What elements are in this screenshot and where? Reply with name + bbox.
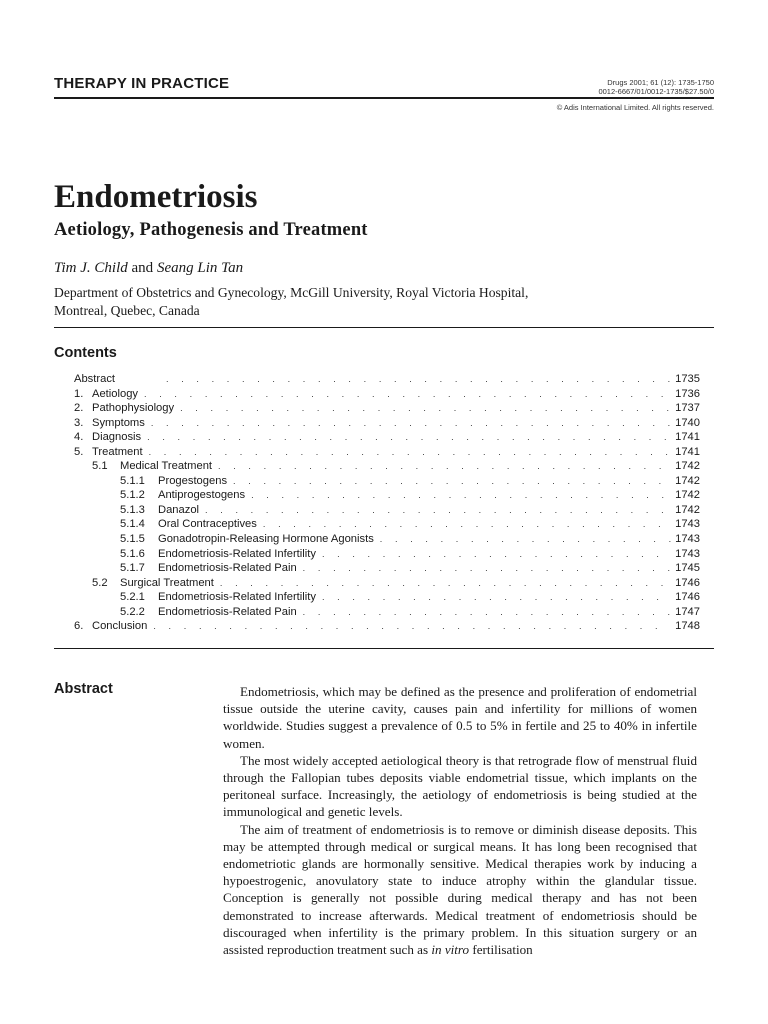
toc-page-number: 1747 — [675, 605, 700, 618]
toc-number: 6. — [74, 620, 84, 633]
toc-label: Diagnosis — [92, 431, 142, 444]
toc-leader-dots — [153, 619, 671, 634]
citation-code: 0012-6667/01/0012-1735/$27.50/0 — [598, 87, 714, 96]
toc-leader-dots — [205, 503, 671, 518]
toc-page-number: 1740 — [675, 416, 700, 429]
affiliation — [54, 284, 614, 319]
toc-entry[interactable] — [74, 576, 700, 591]
running-head: THERAPY IN PRACTICE — [54, 75, 230, 92]
toc-label: Abstract — [74, 373, 116, 385]
toc-label: Progestogens — [158, 474, 228, 487]
toc-number: 5.2.1 — [120, 591, 145, 604]
article-subtitle: Aetiology, Pathogenesis and Treatment — [54, 220, 368, 240]
toc-leader-dots — [166, 372, 671, 387]
toc-leader-dots — [180, 401, 671, 416]
toc-leader-dots — [303, 561, 671, 576]
toc-entry[interactable] — [74, 445, 700, 460]
toc-label: Symptoms — [92, 416, 145, 429]
toc-label: Endometriosis-Related Pain — [158, 605, 297, 618]
toc-page-number: 1746 — [675, 576, 700, 589]
toc-entry[interactable] — [74, 561, 700, 576]
toc-label: Aetiology — [92, 387, 139, 400]
toc-entry[interactable] — [74, 474, 700, 489]
author-conjunction: and — [127, 260, 157, 276]
toc-entry[interactable] — [74, 401, 700, 416]
toc-label: Endometriosis-Related Infertility — [158, 547, 316, 560]
toc-entry[interactable] — [74, 590, 700, 605]
toc-number: 5.1.1 — [120, 474, 145, 487]
toc-label: Endometriosis-Related Pain — [158, 562, 297, 575]
toc-page-number: 1748 — [675, 620, 700, 633]
toc-number: 5. — [74, 445, 84, 458]
toc-leader-dots — [151, 416, 671, 431]
toc-page-number: 1743 — [675, 533, 700, 546]
toc-entry[interactable] — [74, 517, 700, 532]
abstract-body — [223, 683, 697, 958]
author-line — [54, 258, 243, 278]
toc-number: 4. — [74, 431, 84, 444]
toc-page-number: 1735 — [675, 373, 700, 385]
table-of-contents — [74, 372, 700, 634]
citation-block — [598, 78, 714, 96]
toc-leader-dots — [233, 474, 671, 489]
author-name: Tim J. Child — [54, 260, 128, 276]
toc-leader-dots — [144, 387, 671, 402]
toc-entry[interactable] — [74, 488, 700, 503]
toc-number: 5.1 — [92, 460, 108, 473]
toc-number: 5.1.3 — [120, 503, 145, 516]
toc-label: Oral Contraceptives — [158, 518, 257, 531]
abstract-text: The aim of treatment of endometriosis is to remove or diminish disease deposits. This may be attempted through medical or surgical means. It has long been recognised that endometriotic glands are hormonally sensitive. Medical therapies work by inducing a hypoestrogenic, anovulatory state to induce atrophy within the glandular tissue. Conception is generally not possible during medical therapy and has not been demonstrated to increase afterwards. Medical treatment of endometriosis should be discouraged when infertility is the primary problem. In this situation surgery or an assisted reproduction treatment such as — [223, 821, 697, 958]
toc-entry[interactable] — [74, 503, 700, 518]
toc-entry[interactable] — [74, 430, 700, 445]
abstract-italic-term: in vitro — [431, 942, 470, 958]
toc-entry[interactable] — [74, 605, 700, 620]
toc-number: 2. — [74, 402, 84, 415]
citation-journal: Drugs 2001; 61 (12): 1735-1750 — [607, 78, 714, 87]
toc-leader-dots — [251, 488, 671, 503]
toc-entry[interactable] — [74, 416, 700, 431]
toc-number: 3. — [74, 416, 84, 429]
toc-page-number: 1742 — [675, 474, 700, 487]
toc-leader-dots — [147, 430, 671, 445]
toc-leader-dots — [380, 532, 671, 547]
section-divider — [54, 648, 714, 649]
toc-label: Gonadotropin-Releasing Hormone Agonists — [158, 533, 374, 546]
toc-page-number: 1741 — [675, 431, 700, 444]
abstract-paragraph — [223, 821, 697, 959]
toc-leader-dots — [218, 459, 671, 474]
toc-page-number: 1746 — [675, 591, 700, 604]
toc-page-number: 1742 — [675, 503, 700, 516]
article-title: Endometriosis — [54, 179, 258, 215]
toc-leader-dots — [220, 576, 671, 591]
toc-label: Surgical Treatment — [120, 576, 214, 589]
toc-label: Treatment — [92, 445, 143, 458]
toc-page-number: 1745 — [675, 562, 700, 575]
toc-number: 5.1.4 — [120, 518, 145, 531]
toc-page-number: 1736 — [675, 387, 700, 400]
toc-page-number: 1743 — [675, 547, 700, 560]
abstract-heading: Abstract — [54, 681, 113, 697]
toc-number: 5.1.5 — [120, 533, 145, 546]
toc-label: Pathophysiology — [92, 402, 175, 415]
toc-leader-dots — [303, 605, 671, 620]
toc-entry[interactable] — [74, 387, 700, 402]
affiliation-line: Department of Obstetrics and Gynecology, McGill University, Royal Victoria Hospital, — [54, 285, 529, 300]
toc-entry[interactable] — [74, 372, 700, 387]
abstract-paragraph: Endometriosis, which may be defined as the presence and proliferation of endometrial tissue outside the uterine cavity, causes pain and infertility for millions of women worldwide. Studies suggest a prevalence of 0.5 to 5% in fertile and 25 to 40% in infertile women. — [223, 684, 697, 751]
toc-number: 5.2.2 — [120, 605, 145, 618]
toc-leader-dots — [322, 547, 671, 562]
abstract-text: fertilisation — [469, 942, 533, 958]
header-rule — [54, 97, 714, 99]
toc-label: Medical Treatment — [120, 460, 213, 473]
copyright-notice: © Adis International Limited. All rights reserved. — [556, 103, 714, 112]
affiliation-line: Montreal, Quebec, Canada — [54, 302, 200, 318]
toc-number: 5.1.7 — [120, 562, 145, 575]
toc-leader-dots — [322, 590, 671, 605]
abstract-paragraph: The most widely accepted aetiological theory is that retrograde flow of menstrual fluid through the Fallopian tubes deposits viable endometrial tissue, which implants on the peritoneal surface. Increasingly, the aetiology of endometriosis is being studied at the immunological and genetic levels. — [223, 752, 697, 820]
toc-number: 1. — [74, 387, 84, 400]
toc-page-number: 1741 — [675, 445, 700, 458]
toc-number: 5.1.2 — [120, 489, 145, 502]
author-name: Seang Lin Tan — [156, 260, 244, 276]
toc-label: Danazol — [158, 503, 200, 516]
toc-number: 5.2 — [92, 576, 108, 589]
section-divider — [54, 327, 714, 328]
toc-page-number: 1742 — [675, 460, 700, 473]
toc-entry[interactable] — [74, 532, 700, 547]
toc-label: Endometriosis-Related Infertility — [158, 591, 316, 604]
toc-entry[interactable] — [74, 619, 700, 634]
toc-number: 5.1.6 — [120, 547, 145, 560]
toc-entry[interactable] — [74, 459, 700, 474]
contents-heading: Contents — [54, 345, 117, 361]
toc-page-number: 1743 — [675, 518, 700, 531]
toc-page-number: 1737 — [675, 402, 700, 415]
toc-leader-dots — [263, 517, 671, 532]
toc-label: Antiprogestogens — [158, 489, 246, 502]
toc-entry[interactable] — [74, 547, 700, 562]
toc-page-number: 1742 — [675, 489, 700, 502]
toc-leader-dots — [149, 445, 672, 460]
toc-label: Conclusion — [92, 620, 148, 633]
